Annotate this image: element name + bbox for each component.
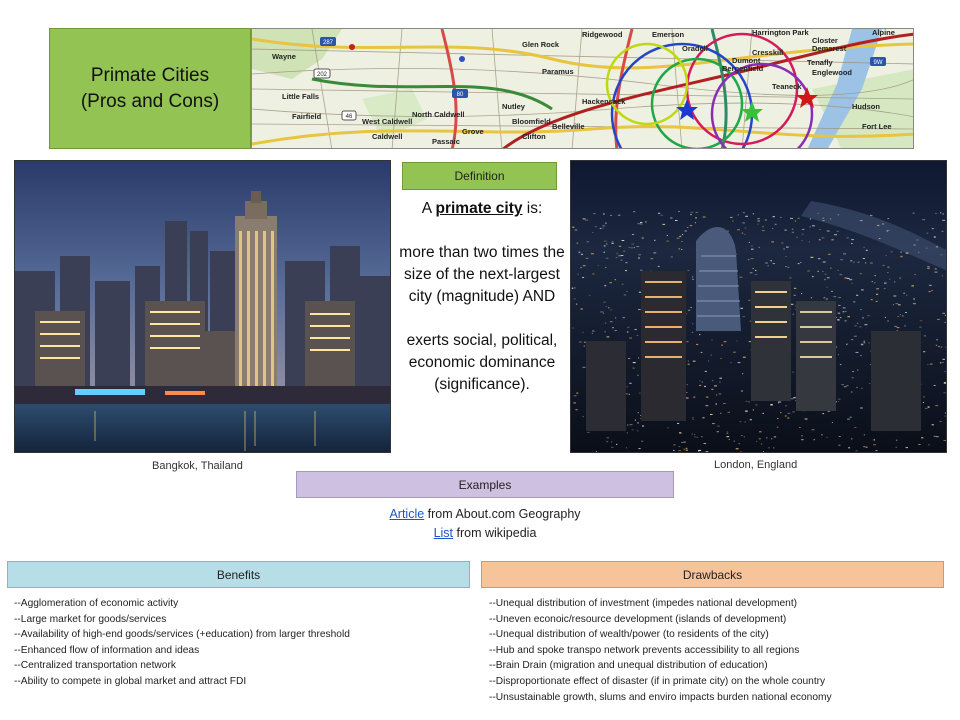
map-place-label: Teaneck [772,82,802,91]
map-place-label: Demarest [812,44,847,53]
list-item: --Centralized transportation network [14,660,176,672]
drawbacks-header [481,561,944,588]
drawbacks-list [489,596,949,705]
map-place-label: Hackensack [582,97,626,106]
list-link-suffix: from wikipedia [453,526,537,540]
map-place-label: Englewood [812,68,852,77]
benefits-list [14,596,474,690]
map-place-label: Wayne [272,52,296,61]
map-place-label: Caldwell [372,132,403,141]
svg-text:287: 287 [322,40,334,46]
map-place-label: Hudson [852,102,880,111]
road-map-graphic [252,29,914,149]
map-place-label: Fairfield [292,112,322,121]
examples-label: Examples [458,477,512,492]
definition-intro-a: A [421,200,436,217]
list-item: --Agglomeration of economic activity [14,598,179,609]
article-link-suffix: from About.com Geography [424,507,581,521]
list-item: --Availability of high-end goods/services (+education) from larger threshold [14,629,350,641]
map-place-label: Harrington Park [752,29,809,37]
list-item: --Unsustainable growth, slums and enviro impacts burden national economy [489,691,832,703]
london-caption: London, England [714,459,798,471]
definition-button-label: Definition [454,169,505,183]
map-place-label: Ridgewood [582,30,623,39]
svg-text:9W: 9W [873,60,883,66]
benefits-header [7,561,470,588]
examples-button[interactable] [296,471,674,498]
definition-button[interactable] [402,162,557,190]
map-place-label: Passaic [432,137,460,146]
map-place-label: Grove [462,127,484,136]
map-place-label: Nutley [502,102,525,111]
map-place-label: Dumont [732,56,761,65]
map-place-label: Bloomfield [512,117,551,126]
list-item: --Disproportionate effect of disaster (if in primate city) on the whole country [489,675,826,687]
list-item: --Brain Drain (migration and unequal distribution of education) [489,660,768,672]
map-place-label: Closter [812,36,838,45]
list-item: --Enhanced flow of information and ideas [14,644,200,656]
list-item: --Large market for goods/services [14,613,167,625]
map-place-label: Alpine [872,29,895,37]
list-item: --Unequal distribution of wealth/power (to residents of the city) [489,629,769,641]
map-place-label: Oradell [682,44,708,53]
map-place-label: Fort Lee [862,122,892,131]
svg-text:80: 80 [456,92,464,98]
page-title: Primate Cities (Pros and Cons) [80,64,220,112]
drawbacks-label: Drawbacks [682,567,743,582]
bangkok-skyline-photo [14,160,391,453]
map-place-label: Belleville [552,122,585,131]
benefits-label: Benefits [216,567,261,582]
map-banner-image [251,28,914,149]
map-place-label: Bergenfield [722,64,764,73]
london-skyline-photo [570,160,947,453]
list-item: --Ability to compete in global market and attract FDI [14,675,247,687]
map-place-label: Tenafly [807,58,833,67]
map-place-label: Cresskill [752,48,784,57]
map-place-label: Paramus [542,67,574,76]
primate-city-term: primate city [435,200,523,217]
definition-intro-b: is: [522,200,543,217]
title-box [49,28,251,149]
map-place-label: Clifton [522,132,546,141]
list-link[interactable]: List [433,526,454,540]
map-place-label: West Caldwell [362,117,413,126]
definition-criterion-significance: exerts social, political, economic dominance (significance). [406,332,558,393]
definition-text [396,198,568,396]
definition-criterion-magnitude: more than two times the size of the next-largest city (magnitude) AND [399,244,565,305]
map-place-label: North Caldwell [412,110,465,119]
svg-text:46: 46 [345,114,353,120]
list-item: --Uneven econoic/resource development (islands of development) [489,613,787,625]
svg-text:202: 202 [316,72,328,78]
map-place-label: Emerson [652,30,685,39]
examples-links [296,505,674,543]
list-item: --Hub and spoke transpo network prevents accessibility to all regions [489,644,800,656]
map-place-label: Little Falls [282,92,320,101]
article-link[interactable]: Article [389,507,425,521]
bangkok-caption: Bangkok, Thailand [152,460,243,472]
list-item: --Unequal distribution of investment (impedes national development) [489,598,798,609]
map-place-label: Glen Rock [522,40,560,49]
